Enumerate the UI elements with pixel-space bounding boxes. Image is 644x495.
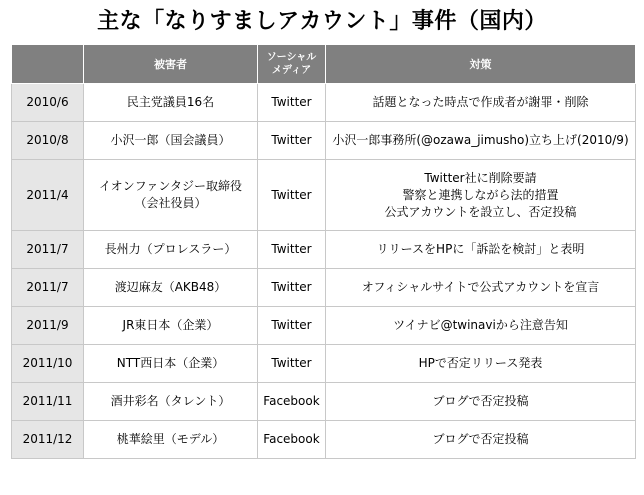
media-cell: Facebook — [258, 421, 326, 459]
header-row — [12, 45, 636, 84]
date-cell: 2011/10 — [12, 345, 84, 383]
victim-cell: JR東日本（企業） — [84, 307, 258, 345]
victim-cell — [84, 160, 258, 231]
header-media-line2: メディア — [271, 65, 312, 76]
table-row — [12, 421, 636, 459]
victim-cell: 酒井彩名（タレント） — [84, 383, 258, 421]
slide-title: 主な「なりすましアカウント」事件（国内） — [97, 9, 547, 34]
date-cell: 2010/8 — [12, 122, 84, 160]
victim-cell: 小沢一郎（国会議員） — [84, 122, 258, 160]
measure-cell: ツイナビ@twinaviから注意告知 — [326, 307, 636, 345]
date-cell: 2011/7 — [12, 269, 84, 307]
victim-line: （会社役員） — [134, 196, 207, 210]
header-media-line1: ソーシャル — [266, 52, 317, 63]
media-cell: Facebook — [258, 383, 326, 421]
measure-cell: ブログで否定投稿 — [326, 383, 636, 421]
measure-line: Twitter社に削除要請 — [424, 170, 537, 185]
table-row — [12, 383, 636, 421]
date-cell: 2011/9 — [12, 307, 84, 345]
table-row — [12, 84, 636, 122]
table-row — [12, 160, 636, 231]
measure-cell: リリースをHPに「訴訟を検討」と表明 — [326, 231, 636, 269]
date-cell: 2010/6 — [12, 84, 84, 122]
victim-cell: NTT西日本（企業） — [84, 345, 258, 383]
measure-line: 警察と連携しながら法的措置 — [402, 187, 559, 202]
table-row — [12, 231, 636, 269]
victim-cell: 渡辺麻友（AKB48） — [84, 269, 258, 307]
header-media — [258, 45, 326, 84]
media-cell: Twitter — [258, 122, 326, 160]
date-cell: 2011/4 — [12, 160, 84, 231]
media-cell: Twitter — [258, 269, 326, 307]
victim-cell: 民主党議員16名 — [84, 84, 258, 122]
measure-cell — [326, 160, 636, 231]
measure-cell: オフィシャルサイトで公式アカウントを宣言 — [326, 269, 636, 307]
media-cell: Twitter — [258, 231, 326, 269]
date-cell: 2011/12 — [12, 421, 84, 459]
media-cell: Twitter — [258, 84, 326, 122]
header-date — [12, 45, 84, 84]
victim-cell: 長州力（プロレスラー） — [84, 231, 258, 269]
header-measure: 対策 — [326, 45, 636, 84]
incidents-table — [11, 44, 636, 459]
table-row — [12, 307, 636, 345]
date-cell: 2011/11 — [12, 383, 84, 421]
table-row — [12, 345, 636, 383]
measure-cell: ブログで否定投稿 — [326, 421, 636, 459]
measure-cell: HPで否定リリース発表 — [326, 345, 636, 383]
measure-cell: 小沢一郎事務所(@ozawa_jimusho)立ち上げ(2010/9) — [326, 122, 636, 160]
table-row — [12, 122, 636, 160]
media-cell: Twitter — [258, 345, 326, 383]
date-cell: 2011/7 — [12, 231, 84, 269]
victim-line: イオンファンタジー取締役 — [99, 179, 242, 193]
header-victim: 被害者 — [84, 45, 258, 84]
table-row — [12, 269, 636, 307]
victim-cell: 桃華絵里（モデル） — [84, 421, 258, 459]
measure-cell: 話題となった時点で作成者が謝罪・削除 — [326, 84, 636, 122]
media-cell: Twitter — [258, 307, 326, 345]
media-cell: Twitter — [258, 160, 326, 231]
measure-line: 公式アカウントを設立し、否定投稿 — [384, 204, 577, 219]
